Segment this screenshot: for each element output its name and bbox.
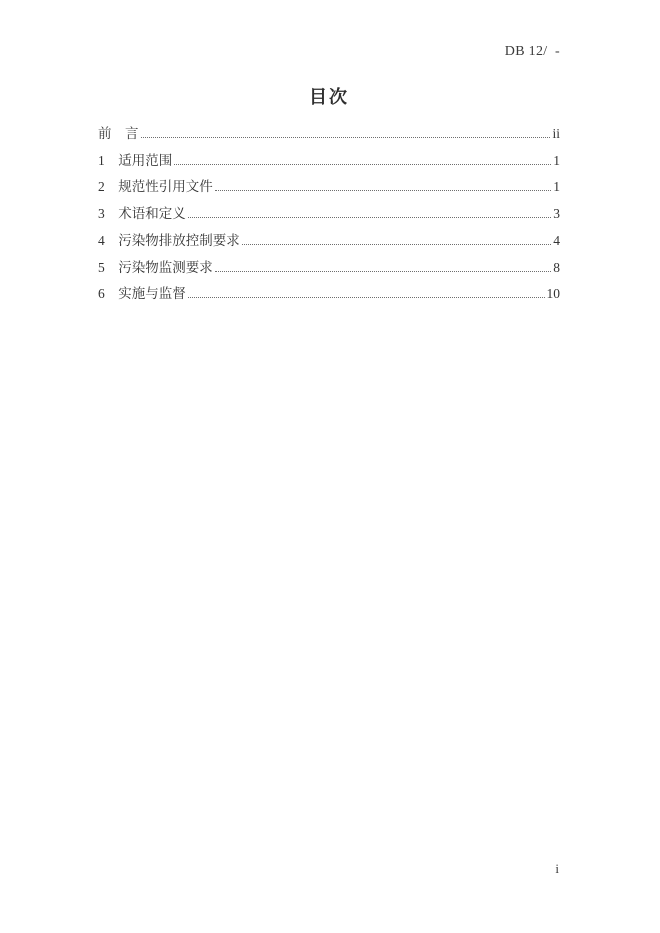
toc-entry[interactable] [98,228,560,255]
toc-entry[interactable] [98,281,560,308]
toc-entry-page: ii [552,126,560,141]
toc-entry-label: 2 规范性引用文件 [98,179,213,195]
toc-dot-leader [188,297,545,298]
toc-entry[interactable] [98,148,560,175]
toc-entry-page: 4 [553,232,560,248]
toc-title: 目次 [309,87,349,107]
toc-entry-page: 1 [553,179,560,195]
toc-dot-leader [174,164,551,165]
toc-entry[interactable] [98,255,560,282]
toc-entry-label: 3 术语和定义 [98,206,186,222]
toc-entry-label: 前 言 [98,126,139,141]
toc-dot-leader [215,190,552,191]
toc-entry-page: 8 [553,259,560,275]
toc-dot-leader [215,271,552,272]
toc-entry-label: 4 污染物排放控制要求 [98,232,240,248]
footer-page-number: i [555,861,559,876]
toc-dot-leader [242,244,552,245]
toc-entry[interactable] [98,121,560,148]
standard-code-header: DB 12/ - [504,44,560,59]
toc-dot-leader [141,137,551,138]
toc-entry-label: 5 污染物监测要求 [98,259,213,275]
toc-entry-label: 1 适用范围 [98,152,173,168]
toc-entry-page: 10 [546,286,560,302]
toc-list [98,121,560,308]
toc-entry[interactable] [98,174,560,201]
toc-entry-label: 6 实施与监督 [98,286,186,302]
toc-entry-page: 1 [553,152,560,168]
toc-entry[interactable] [98,201,560,228]
toc-entry-page: 3 [553,206,560,222]
toc-dot-leader [188,217,552,218]
